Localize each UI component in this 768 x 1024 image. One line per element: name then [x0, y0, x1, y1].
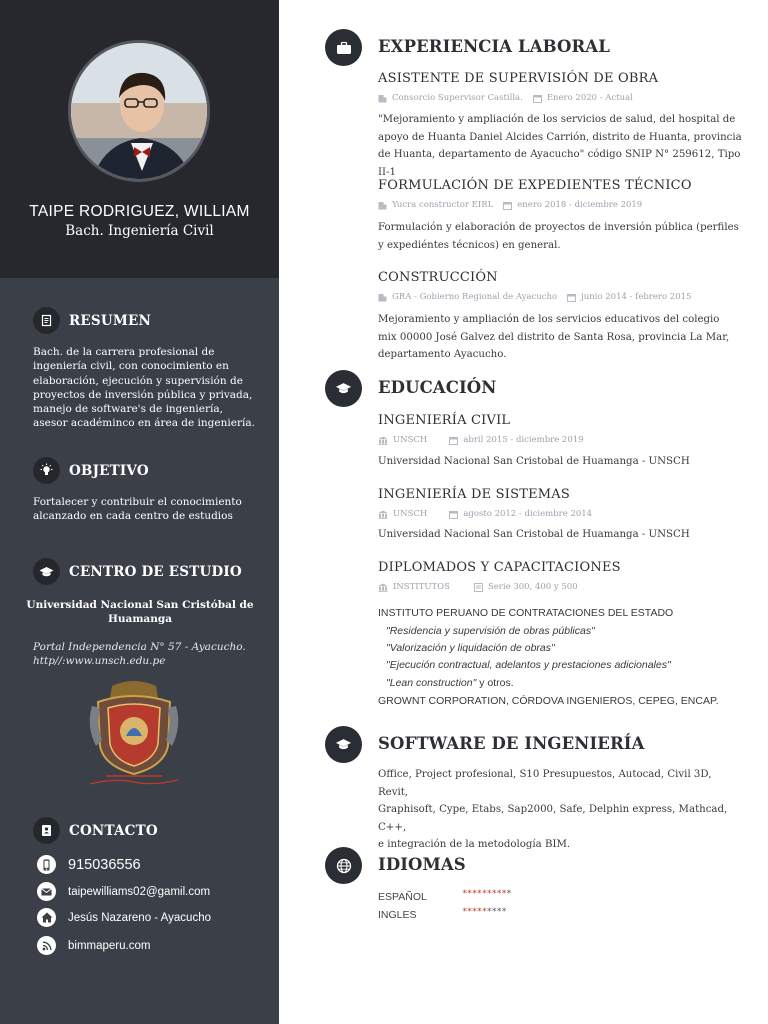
- job-dates: Enero 2020 - Actual: [546, 93, 633, 103]
- objetivo-heading: [33, 457, 149, 484]
- job-meta: [378, 200, 642, 210]
- rating-star-empty: *: [506, 889, 512, 899]
- rating-star-empty: *: [491, 907, 497, 917]
- institution-icon: [378, 510, 388, 519]
- language-rating: [462, 907, 506, 917]
- centro-heading: [33, 558, 242, 585]
- education-meta: [378, 435, 584, 445]
- education-dates: Serie 300, 400 y 500: [487, 582, 578, 592]
- building-icon: [378, 94, 387, 103]
- job-dates: junio 2014 - febrero 2015: [581, 292, 692, 302]
- language-rating: [462, 889, 511, 899]
- job-description-line: y expediéntes técnicos) en general.: [378, 239, 561, 251]
- resumen-line: ingeniería civil, con conocimiento en: [33, 360, 229, 373]
- website-link[interactable]: bimmaperu.com: [68, 939, 151, 952]
- contact-email[interactable]: [37, 882, 210, 901]
- profile-name: TAIPE RODRIGUEZ, WILLIAM: [29, 203, 250, 220]
- education-org: INSTITUTOS: [393, 582, 450, 592]
- rating-star-filled: *: [501, 889, 507, 899]
- contact-website[interactable]: [37, 936, 150, 955]
- education-org: UNSCH: [393, 435, 428, 445]
- objetivo-line: alcanzado en cada centro de estudios: [33, 510, 233, 523]
- building-icon: [378, 293, 387, 302]
- phone-number[interactable]: 915036556: [68, 856, 141, 873]
- profile-photo: [68, 40, 210, 182]
- educacion-title: EDUCACIÓN: [378, 378, 497, 397]
- course-item: "Valorización y liquidación de obras": [386, 642, 555, 654]
- resumen-line: asesor académinco en área de ingeniería.: [33, 417, 255, 430]
- university-name-line: Universidad Nacional San Cristóbal de: [26, 599, 254, 611]
- rating-star-filled: *: [476, 907, 482, 917]
- resumen-text: [33, 345, 261, 431]
- institute-name: INSTITUTO PERUANO DE CONTRATACIONES DEL ESTADO: [378, 607, 674, 619]
- calendar-icon: [449, 510, 458, 519]
- email-address[interactable]: taipewilliams02@gamil.com: [68, 885, 211, 898]
- graduation-cap-icon: [33, 558, 60, 585]
- rating-star-filled: *: [486, 889, 492, 899]
- university-website[interactable]: http//:www.unsch.edu.pe: [33, 655, 166, 667]
- job-company: Consorcio Supervisor Castilla.: [392, 93, 523, 103]
- centro-title: CENTRO DE ESTUDIO: [69, 563, 242, 580]
- education-institution: Universidad Nacional San Cristobal de Huamanga - UNSCH: [378, 529, 690, 540]
- rating-star-empty: *: [501, 907, 507, 917]
- job-description-line: de Huanta, departamento de Ayacucho" código SNIP N° 259612, Tipo II-1: [378, 149, 741, 178]
- rating-star-filled: *: [496, 889, 502, 899]
- job-company: GRA - Gobierno Regional de Ayacucho: [392, 292, 558, 302]
- objetivo-line: Fortalecer y contribuir el conocimiento: [33, 496, 242, 508]
- course-item-last: [386, 677, 514, 689]
- contact-phone[interactable]: [37, 855, 141, 874]
- rating-star-filled: *: [471, 907, 477, 917]
- profile-degree: Bach. Ingeniería Civil: [65, 223, 214, 239]
- job-description: [378, 111, 742, 181]
- rating-star-empty: *: [496, 907, 502, 917]
- job-title: ASISTENTE DE SUPERVISIÓN DE OBRA: [378, 71, 659, 86]
- job-description-line: Mejoramiento y ampliación de los servicios educativos del colegio: [378, 314, 720, 325]
- calendar-icon: [567, 293, 576, 302]
- course-item: "Ejecución contractual, adelantos y prestaciones adicionales": [386, 659, 671, 671]
- education-title: INGENIERÍA DE SISTEMAS: [378, 487, 570, 502]
- graduation-cap-icon: [325, 726, 362, 763]
- job-description-line: apoyo de Huanta Daniel Alcides Carrión, distrito de Huanta, provincia: [378, 131, 742, 143]
- courses-suffix: y otros.: [476, 677, 514, 689]
- profile-header: [0, 0, 279, 278]
- education-title: INGENIERÍA CIVIL: [378, 413, 511, 428]
- graduation-cap-icon: [325, 370, 362, 407]
- university-address-line: Portal Independencia N° 57 - Ayacucho.: [33, 641, 246, 653]
- education-institution: Universidad Nacional San Cristobal de Huamanga - UNSCH: [378, 456, 690, 467]
- contact-book-icon: [33, 817, 60, 844]
- resumen-line: Bach. de la carrera profesional de: [33, 346, 215, 358]
- job-title: CONSTRUCCIÓN: [378, 270, 498, 285]
- rating-star-filled: *: [476, 889, 482, 899]
- sidebar: [0, 0, 279, 1024]
- software-line: e integración de la metodología BIM.: [378, 839, 571, 850]
- rating-star-filled: *: [471, 889, 477, 899]
- rating-star-empty: *: [486, 907, 492, 917]
- objetivo-title: OBJETIVO: [69, 462, 149, 479]
- rating-star-filled: *: [462, 889, 467, 899]
- language-name: ESPAÑOL: [378, 891, 427, 903]
- experiencia-title: EXPERIENCIA LABORAL: [378, 37, 610, 56]
- education-meta: [378, 509, 592, 519]
- university-name-line: Huamanga: [107, 613, 173, 625]
- rating-star-filled: *: [491, 889, 497, 899]
- rss-icon: [37, 936, 56, 955]
- home-address: Jesús Nazareno - Ayacucho: [68, 911, 211, 924]
- institution-icon: [378, 436, 388, 445]
- calendar-icon: [503, 201, 512, 210]
- university-seal: [84, 676, 184, 794]
- idiomas-title: IDIOMAS: [378, 855, 466, 874]
- contact-address: [37, 908, 211, 927]
- software-line: Graphisoft, Cype, Etabs, Sap2000, Safe, Delphin express, Mathcad, C++,: [378, 804, 728, 833]
- education-title: DIPLOMADOS Y CAPACITACIONES: [378, 560, 621, 575]
- document-icon: [33, 307, 60, 334]
- job-description-line: mix 00000 José Galvez del distrito de Santa Rosa, provincia La Mar,: [378, 331, 730, 343]
- software-list: [378, 766, 742, 854]
- rating-star-filled: *: [481, 907, 487, 917]
- series-icon: [474, 583, 483, 592]
- globe-icon: [325, 847, 362, 884]
- resumen-line: elaboración, ejecución y supervisión de: [33, 374, 243, 387]
- job-description-line: departamento Ayacucho.: [378, 349, 507, 360]
- contacto-heading: [33, 817, 158, 844]
- other-institutions: GROWNT CORPORATION, CÓRDOVA INGENIEROS, CEPEG, ENCAP.: [378, 695, 719, 707]
- job-company: Yucra constructor EIRL: [392, 200, 494, 210]
- job-description: [378, 311, 742, 364]
- job-description: [378, 219, 742, 254]
- university-address: [33, 640, 265, 668]
- objetivo-text: [33, 495, 261, 524]
- rating-star-filled: *: [466, 889, 472, 899]
- contacto-title: CONTACTO: [69, 822, 158, 839]
- home-icon: [37, 908, 56, 927]
- resumen-line: manejo de software's de ingeniería,: [33, 403, 223, 416]
- job-dates: enero 2018 - diciembre 2019: [517, 200, 643, 210]
- course-item: "Lean construction": [386, 677, 477, 689]
- university-name: [20, 598, 260, 626]
- education-meta: [378, 582, 578, 592]
- resumen-line: proyectos de inversión pública y privada,: [33, 388, 253, 401]
- job-meta: [378, 93, 633, 103]
- building-icon: [378, 201, 387, 210]
- resumen-title: RESUMEN: [69, 312, 152, 329]
- software-line: Office, Project profesional, S10 Presupuestos, Autocad, Civil 3D, Revit,: [378, 769, 712, 798]
- education-org: UNSCH: [393, 509, 428, 519]
- job-title: FORMULACIÓN DE EXPEDIENTES TÉCNICO: [378, 178, 692, 193]
- rating-star-filled: *: [462, 907, 467, 917]
- course-item: "Residencia y supervisión de obras públicas": [386, 625, 595, 637]
- phone-icon: [37, 855, 56, 874]
- education-dates: abril 2015 - diciembre 2019: [463, 435, 584, 445]
- job-meta: [378, 292, 691, 302]
- software-title: SOFTWARE DE INGENIERÍA: [378, 734, 645, 753]
- calendar-icon: [449, 436, 458, 445]
- resumen-heading: [33, 307, 151, 334]
- job-description-line: Formulación y elaboración de proyectos de inversión pública (perfiles: [378, 222, 739, 233]
- institution-icon: [378, 583, 388, 592]
- briefcase-icon: [325, 29, 362, 66]
- rating-star-filled: *: [481, 889, 487, 899]
- job-description-line: "Mejoramiento y ampliación de los servicios de salud, del hospital de: [378, 114, 736, 125]
- lightbulb-icon: [33, 457, 60, 484]
- education-dates: agosto 2012 - diciembre 2014: [463, 509, 593, 519]
- email-icon: [37, 882, 56, 901]
- language-name: INGLES: [378, 909, 417, 921]
- calendar-icon: [533, 94, 542, 103]
- rating-star-filled: *: [466, 907, 472, 917]
